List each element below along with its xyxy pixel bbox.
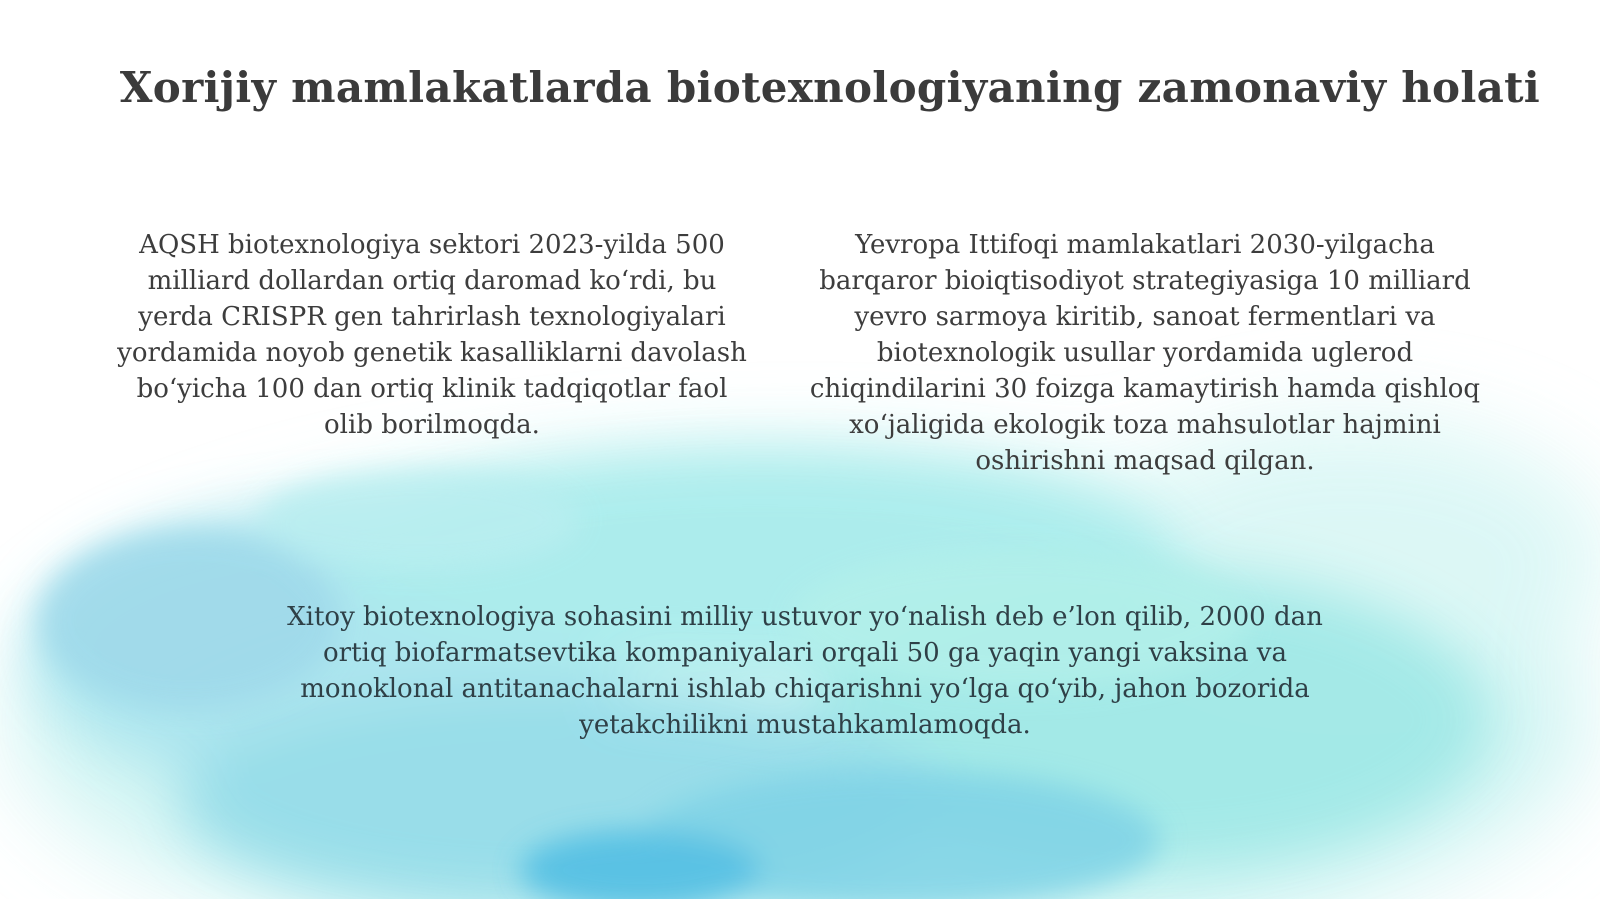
paragraph-usa: AQSH biotexnologiya sektori 2023-yilda 500 milliard dollardan ortiq daromad ko‘rdi, bu yerda CRISPR gen tahrirlash texnologiyalari yordamida noyob genetik kasalliklarni davolash bo‘yicha 100 dan ortiq klinik tadqiqotlar faol olib borilmoqda.	[117, 230, 747, 440]
paragraph-eu: Yevropa Ittifoqi mamlakatlari 2030-yilgacha barqaror bioiqtisodiyot strategiyasiga 10 milliard yevro sarmoya kiritib, sanoat fermentlari va biotexnologik usullar yordamida uglerod chiqindilarini 30 foizga kamaytirish hamda qishloq xo‘jaligida ekologik toza mahsulotlar hajmini oshirishni maqsad qilgan.	[809, 230, 1481, 476]
slide-title: Xorijiy mamlakatlarda biotexnologiyaning zamonaviy holati	[119, 63, 1541, 112]
paragraph-china: Xitoy biotexnologiya sohasini milliy ustuvor yo‘nalish deb e’lon qilib, 2000 dan ortiq biofarmatsevtika kompaniyalari orqali 50 ga yaqin yangi vaksina va monoklonal antitanachalarni ishlab chiqarishni yo‘lga qo‘yib, jahon bozorida yetakchilikni mustahkamlamoqda.	[287, 602, 1323, 740]
